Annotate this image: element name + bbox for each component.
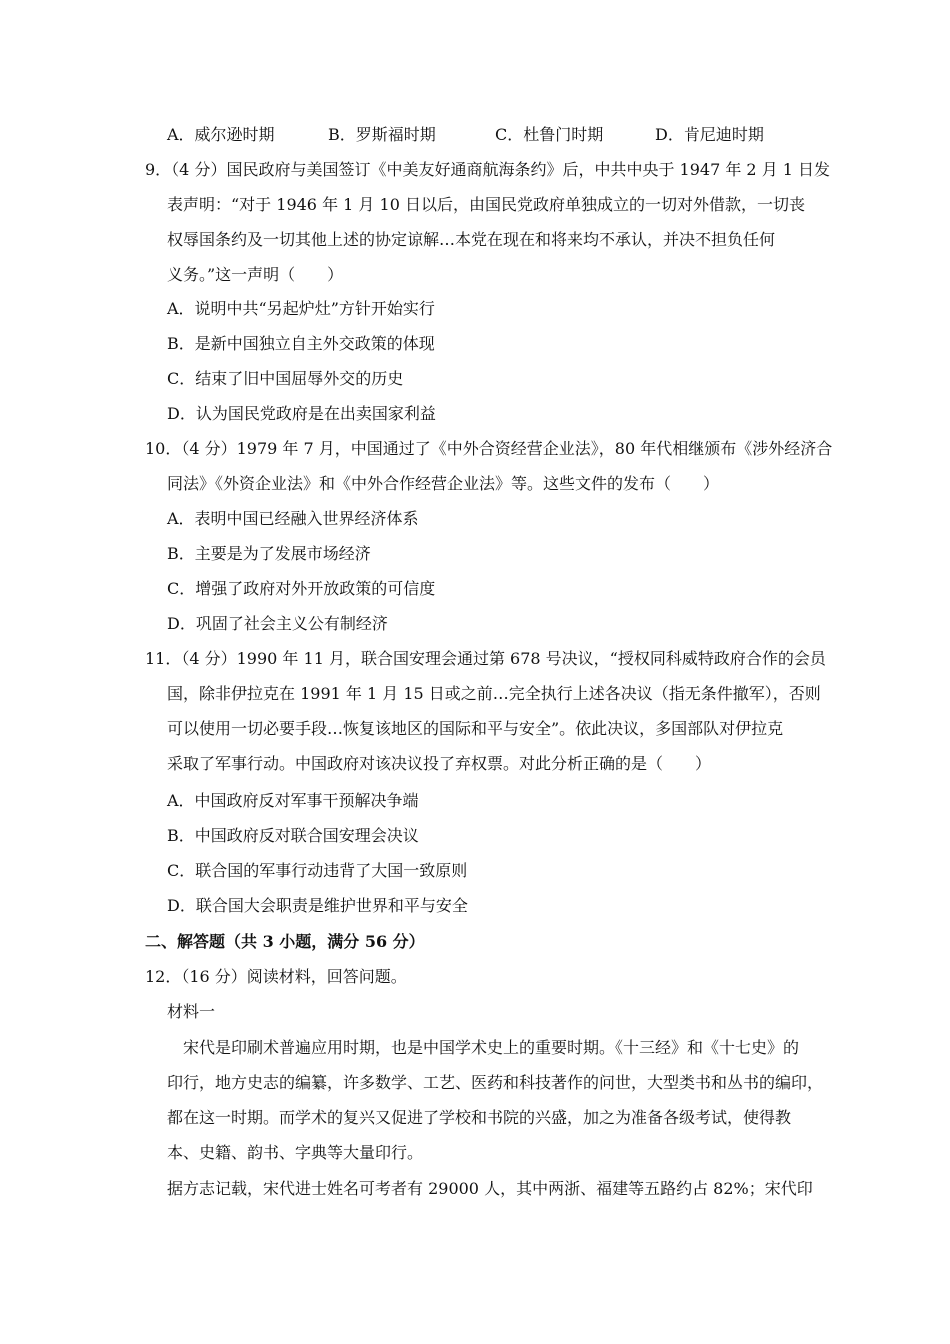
q10-option-d: D．巩固了社会主义公有制经济: [167, 614, 388, 633]
q11-stem-line-4: 采取了军事行动。中国政府对该决议投了弃权票。对此分析正确的是（ ）: [167, 754, 712, 773]
q10-option-b: B．主要是为了发展市场经济: [167, 544, 371, 563]
q12-paragraph-line-4: 本、史籍、韵书、字典等大量印行。: [167, 1143, 424, 1162]
q9-option-b: B．是新中国独立自主外交政策的体现: [167, 334, 435, 353]
q10-option-a: A．表明中国已经融入世界经济体系: [167, 509, 419, 528]
q9-option-d: D．认为国民党政府是在出卖国家利益: [167, 404, 436, 423]
q8-option-a: A．威尔逊时期: [167, 125, 275, 144]
q11-stem-line-2: 国，除非伊拉克在 1991 年 1 月 15 日或之前…完全执行上述各决议（指无条件撤军），否则: [167, 684, 821, 703]
q9-option-a: A．说明中共“另起炉灶”方针开始实行: [167, 299, 435, 318]
q11-stem-line-1: 11．（4 分）1990 年 11 月，联合国安理会通过第 678 号决议，“授权同科威特政府合作的会员: [145, 649, 826, 668]
q9-stem-line-3: 权辱国条约及一切其他上述的协定谅解…本党在现在和将来均不承认，并决不担负任何: [167, 230, 776, 249]
q11-option-c: C．联合国的军事行动违背了大国一致原则: [167, 861, 468, 880]
q11-option-a: A．中国政府反对军事干预解决争端: [167, 791, 419, 810]
q12-stem: 12．（16 分）阅读材料，回答问题。: [145, 967, 407, 986]
q12-paragraph-line-3: 都在这一时期。而学术的复兴又促进了学校和书院的兴盛，加之为准备各级考试，使得教: [167, 1108, 792, 1127]
q12-paragraph-line-2: 印行，地方史志的编纂，许多数学、工艺、医药和科技著作的问世，大型类书和丛书的编印，: [167, 1073, 824, 1092]
q11-stem-line-3: 可以使用一切必要手段…恢复该地区的国际和平与安全”。依此决议，多国部队对伊拉克: [167, 719, 784, 738]
q9-stem-line-2: 表声明：“对于 1946 年 1 月 10 日以后，由国民党政府单独成立的一切对外借款，一切丧: [167, 195, 805, 214]
q8-option-c: C．杜鲁门时期: [495, 125, 604, 144]
q9-stem-line-4: 义务。”这一声明（ ）: [167, 265, 344, 284]
q10-stem-line-1: 10．（4 分）1979 年 7 月，中国通过了《中外合资经营企业法》，80 年代相继颁布《涉外经济合: [145, 439, 833, 458]
q10-option-c: C．增强了政府对外开放政策的可信度: [167, 579, 436, 598]
q12-paragraph-line-1: 宋代是印刷术普遍应用时期，也是中国学术史上的重要时期。《十三经》和《十七史》的: [183, 1038, 800, 1057]
section-heading: 二、解答题（共 3 小题，满分 56 分）: [145, 932, 425, 951]
q8-option-d: D．肯尼迪时期: [655, 125, 764, 144]
q9-stem-line-1: 9．（4 分）国民政府与美国签订《中美友好通商航海条约》后，中共中央于 1947 年 2 月 1 日发: [145, 160, 831, 179]
q10-stem-line-2: 同法》《外资企业法》和《中外合作经营企业法》等。这些文件的发布（ ）: [167, 474, 720, 493]
q12-last-line: 据方志记载，宋代进士姓名可考者有 29000 人，其中两浙、福建等五路约占 82%；宋代印: [167, 1179, 813, 1198]
q12-material-label: 材料一: [167, 1002, 216, 1021]
q11-option-b: B．中国政府反对联合国安理会决议: [167, 826, 419, 845]
q8-options: [167, 124, 807, 146]
q8-option-b: B．罗斯福时期: [328, 125, 436, 144]
q9-option-c: C．结束了旧中国屈辱外交的历史: [167, 369, 404, 388]
q11-option-d: D．联合国大会职责是维护世界和平与安全: [167, 896, 468, 915]
